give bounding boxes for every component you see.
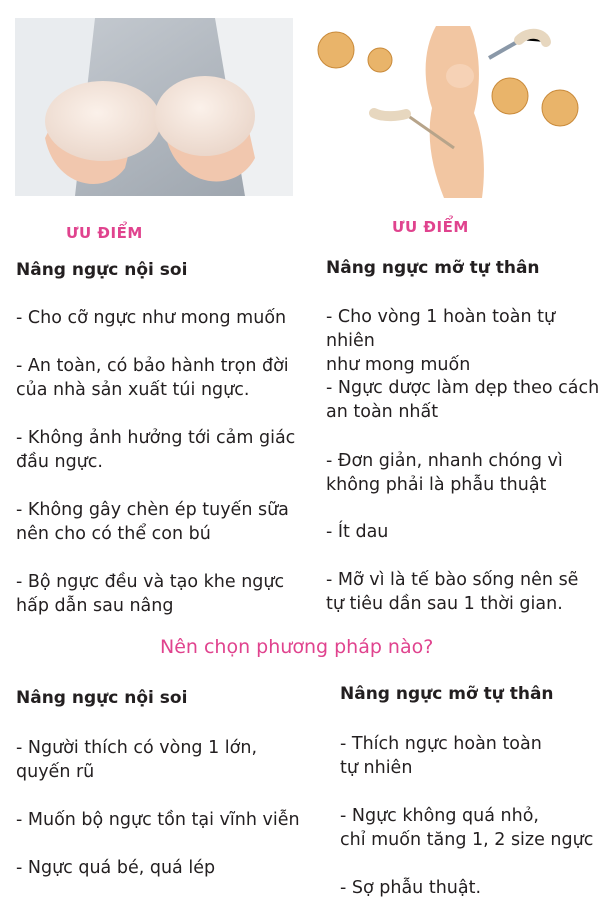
right-item-5: - Mỡ vì là tế bào sống nên sẽ tự tiêu dần sau 1 thời gian. — [326, 570, 579, 614]
left-heading: Nâng ngực nội soi — [16, 260, 188, 280]
choose-right-item-1: - Thích ngực hoàn toàn tự nhiên — [340, 734, 542, 778]
advantages-label-left: ƯU ĐIỂM — [66, 224, 143, 242]
fat-transfer-illustration — [314, 18, 590, 198]
choose-left-item-2: - Muốn bộ ngực tồn tại vĩnh viễn — [16, 810, 300, 830]
left-item-2: - An toàn, có bảo hành trọn đời của nhà sản xuất túi ngực. — [16, 356, 289, 400]
choose-left-item-3: - Ngực quá bé, quá lép — [16, 858, 216, 878]
right-item-4: - Ít dau — [326, 522, 389, 542]
implant-photo — [15, 18, 293, 196]
choose-right-item-3: - Sợ phẫu thuật. — [340, 878, 482, 898]
left-item-3: - Không ảnh hưởng tới cảm giác đầu ngực. — [16, 428, 296, 472]
right-item-1: - Cho vòng 1 hoàn toàn tự nhiên như mong muốn — [326, 307, 556, 375]
left-item-1: - Cho cỡ ngực như mong muốn — [16, 308, 287, 328]
right-heading: Nâng ngực mỡ tự thân — [326, 258, 540, 278]
choose-left-heading: Nâng ngực nội soi — [16, 688, 188, 708]
advantages-label-right: ƯU ĐIỂM — [392, 218, 469, 236]
right-item-3: - Đơn giản, nhanh chóng vì không phải là phẫu thuật — [326, 451, 563, 495]
choose-right-item-2: - Ngực không quá nhỏ, chỉ muốn tăng 1, 2 size ngực — [340, 806, 594, 850]
left-item-5: - Bộ ngực đều và tạo khe ngực hấp dẫn sau nâng — [16, 572, 285, 616]
choose-right-heading: Nâng ngực mỡ tự thân — [340, 684, 554, 704]
left-item-4: - Không gây chèn ép tuyến sữa nên cho có thể con bú — [16, 500, 289, 544]
right-item-2: - Ngực dược làm dẹp theo cách an toàn nhất — [326, 378, 600, 422]
choose-left-item-1: - Người thích có vòng 1 lớn, quyến rũ — [16, 738, 258, 782]
question-heading: Nên chọn phương pháp nào? — [160, 636, 434, 658]
